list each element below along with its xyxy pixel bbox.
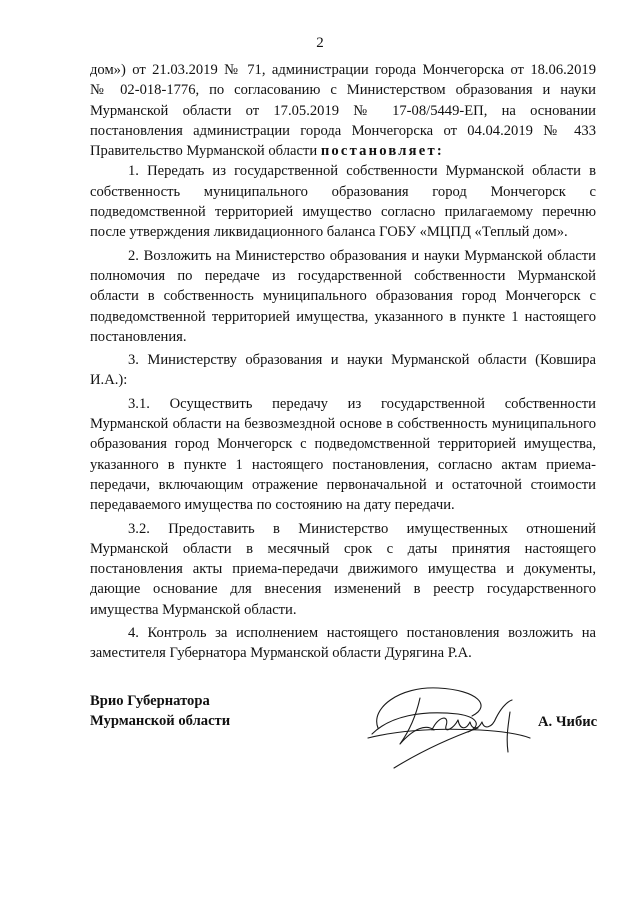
paragraph-item-1: 1. Передать из государственной собственности Мурманской области в собственность муниципального образования город Мончегорск с подведомственной территорией имущество согласно прилагаемому перечню после утверждения ликвидационного баланса ГОБУ «МЦПД «Теплый дом». [90,163,596,241]
paragraph-preamble [90,60,596,161]
signatory-position-line-2: Мурманской области [90,713,231,729]
paragraph-item-3-2: 3.2. Предоставить в Министерство имущественных отношений Мурманской области в месячный срок с даты принятия настоящего постановления акты приема-передачи движимого имущества и документы, дающие основание для внесения изменений в реестр государственного имущества Мурманской области. [90,520,596,618]
paragraph-item-3-1: 3.1. Осуществить передачу из государственной собственности Мурманской области на безвозмездной основе в собственность муниципального образования город Мончегорск с подведомственной территорией имущества, указанного в пункте 1 настоящего постановления, согласно актам приема-передачи, включающим отражение первоначальной и остаточной стоимости передаваемого имущества по состоянию на дату передачи. [90,395,596,514]
page-number: 2 [316,35,324,51]
paragraph-item-3: 3. Министерству образования и науки Мурманской области (Ковшира И.А.): [90,352,596,389]
signatory-position-line-1: Врио Губернатора [90,693,210,709]
preamble-text: дом») от 21.03.2019 № 71, администрации города Мончегорска от 18.06.2019 № 02-018-1776, по согласованию с Министерством образования и науки Мурманской области от 17.05.2019 № 17-08/5449-ЕП, на основании постановления администрации города Мончегорска от 04.04.2019 № 433 Правительство Мурманской области [90,62,596,160]
paragraph-item-4: 4. Контроль за исполнением настоящего постановления возложить на заместителя Губернатора Мурманской области Дурягина Р.А. [90,625,596,662]
handwritten-signature [360,668,535,783]
resolution-word: постановляет: [320,143,444,160]
document-body [90,60,596,664]
paragraph-item-2: 2. Возложить на Министерство образования и науки Мурманской области полномочия по передаче из государственной собственности Мурманской области в собственность муниципального образования город Мончегорск с подведомственной территорией имущества, указанного в пункте 1 настоящего постановления. [90,247,596,345]
signatory-name: А. Чибис [538,714,598,730]
signatory-position [90,691,230,731]
